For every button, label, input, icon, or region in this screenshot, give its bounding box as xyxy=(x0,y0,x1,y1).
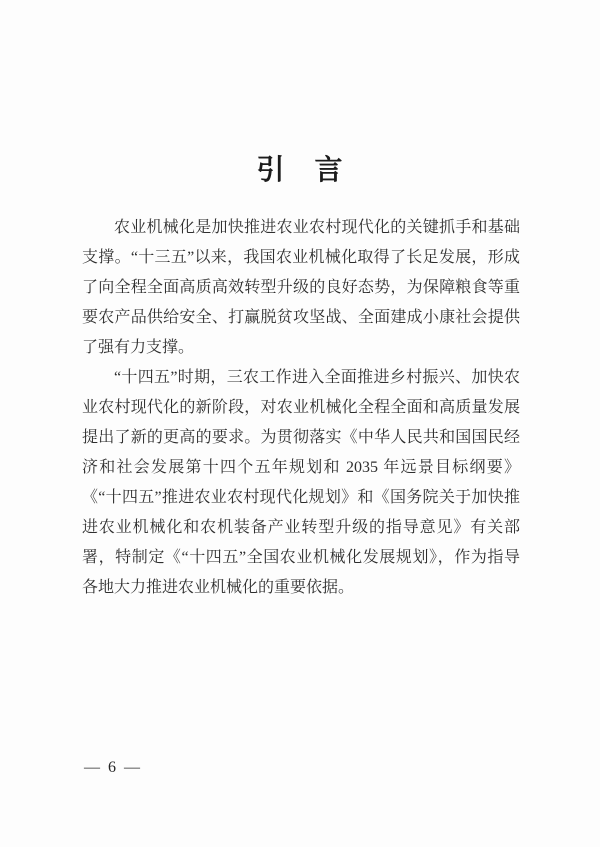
section-title: 引 言 xyxy=(256,155,344,186)
page-number: — 6 — xyxy=(84,759,142,776)
paragraph-1: 农业机械化是加快推进农业农村现代化的关键抓手和基础支撑。“十三五”以来，我国农业机械化取得了长足发展，形成了向全程全面高质高效转型升级的良好态势，为保障粮食等重要农产品供给安全、打赢脱贫攻坚战、全面建成小康社会提供了强有力支撑。 xyxy=(82,219,520,356)
paragraph-2: “十四五”时期，三农工作进入全面推进乡村振兴、加快农业农村现代化的新阶段，对农业机械化全程全面和高质量发展提出了新的更高的要求。为贯彻落实《中华人民共和国国民经济和社会发展第十四个五年规划和 2035 年远景目标纲要》《“十四五”推进农业农村现代化规划》和《国务院关于加快推进农业机械化和农机装备产业转型升级的指导意见》有关部署，特制定《“十四五”全国农业机械化发展规划》，作为指导各地大力推进农业机械化的重要依据。 xyxy=(82,369,520,596)
document-body xyxy=(82,213,520,603)
